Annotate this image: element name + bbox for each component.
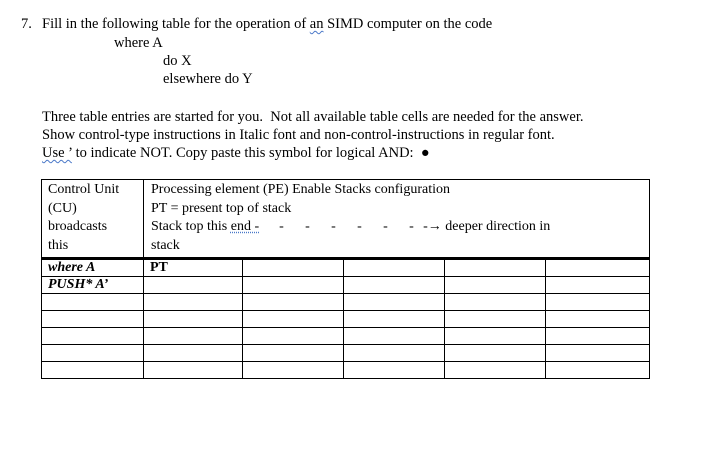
question-text-an: an xyxy=(309,16,324,32)
header-cu-text: broadcasts xyxy=(48,219,108,235)
header-pe-dash: - xyxy=(305,219,310,235)
header-pe-cell xyxy=(144,180,650,259)
header-pe-end: end - xyxy=(230,219,260,235)
header-cu-text: Control Unit xyxy=(48,182,120,197)
header-cu-text: (CU) xyxy=(48,200,77,216)
cu-cell[interactable] xyxy=(42,311,144,328)
pe-cell[interactable] xyxy=(144,294,243,311)
header-pe-stack: stack xyxy=(151,237,180,253)
pe-cell[interactable] xyxy=(144,362,243,379)
pe-cell[interactable] xyxy=(546,362,650,379)
header-pe-text: Stack top this xyxy=(151,219,231,235)
pe-cell[interactable] xyxy=(546,259,650,277)
table-row xyxy=(42,328,650,345)
pe-cell[interactable] xyxy=(243,277,344,294)
instruction-line-2: Show control-type instructions in Italic font and non-control-instructions in regular font. xyxy=(42,127,555,143)
answer-table xyxy=(41,179,649,379)
pe-cell[interactable] xyxy=(445,259,546,277)
pe-cell[interactable] xyxy=(243,294,344,311)
pe-cell[interactable] xyxy=(243,362,344,379)
header-pe-arrow: -→ deeper direction in xyxy=(423,219,551,235)
code-line-do: do X xyxy=(163,53,192,69)
table-row xyxy=(42,311,650,328)
cu-cell[interactable]: where A xyxy=(42,259,144,277)
header-pe-dash: - xyxy=(357,219,362,235)
cu-cell[interactable] xyxy=(42,294,144,311)
pe-cell[interactable] xyxy=(344,362,445,379)
header-pe-title: Processing element (PE) Enable Stacks configuration xyxy=(151,182,450,197)
header-pe-dash: - xyxy=(409,219,414,235)
pe-cell[interactable] xyxy=(546,328,650,345)
pe-cell[interactable] xyxy=(445,311,546,328)
pe-cell[interactable] xyxy=(445,362,546,379)
code-line-where: where A xyxy=(114,35,163,51)
table-row xyxy=(42,362,650,379)
pe-cell[interactable] xyxy=(243,311,344,328)
pe-cell[interactable] xyxy=(144,345,243,362)
instruction-use: Use ’ xyxy=(42,145,72,161)
question-text xyxy=(42,15,492,33)
header-pe-pt: PT = present top of stack xyxy=(151,200,292,216)
pe-cell[interactable] xyxy=(546,345,650,362)
table-header-row xyxy=(42,180,650,259)
header-pe-direction xyxy=(151,218,649,237)
pe-cell[interactable] xyxy=(344,277,445,294)
pe-cell[interactable] xyxy=(445,345,546,362)
question-text-part: Fill in the following table for the operation of xyxy=(42,16,310,32)
pe-cell[interactable] xyxy=(546,277,650,294)
header-cu-text: this xyxy=(48,237,69,253)
pe-cell[interactable] xyxy=(144,277,243,294)
question-number: 7. xyxy=(21,16,32,32)
instruction-line-3 xyxy=(42,144,430,162)
code-line-elsewhere: elsewhere do Y xyxy=(163,71,253,87)
pe-cell[interactable] xyxy=(445,328,546,345)
table-row xyxy=(42,259,650,277)
header-cu-cell xyxy=(42,180,144,259)
pe-cell[interactable] xyxy=(546,294,650,311)
pe-cell[interactable] xyxy=(344,311,445,328)
instruction-line-1: Three table entries are started for you. Not all available table cells are needed for the answer. xyxy=(42,109,584,125)
cu-cell[interactable] xyxy=(42,362,144,379)
pe-cell[interactable] xyxy=(344,345,445,362)
table-row xyxy=(42,294,650,311)
pe-cell[interactable] xyxy=(144,311,243,328)
header-pe-dash: - xyxy=(279,219,284,235)
instruction-rest: to indicate NOT. Copy paste this symbol for logical AND: ● xyxy=(71,145,430,161)
question-text-part: SIMD computer on the code xyxy=(323,16,493,32)
header-pe-dash: - xyxy=(383,219,388,235)
pe-cell[interactable] xyxy=(445,277,546,294)
pe-cell[interactable] xyxy=(243,345,344,362)
pe-cell[interactable] xyxy=(546,311,650,328)
table-row xyxy=(42,345,650,362)
pe-cell[interactable] xyxy=(344,294,445,311)
pe-cell[interactable] xyxy=(144,328,243,345)
pe-cell[interactable] xyxy=(243,259,344,277)
table-row xyxy=(42,277,650,294)
cu-cell[interactable]: PUSH* A’ xyxy=(42,277,144,294)
pe-cell[interactable] xyxy=(445,294,546,311)
pe-cell[interactable] xyxy=(344,328,445,345)
pe-cell[interactable] xyxy=(344,259,445,277)
cu-cell[interactable] xyxy=(42,328,144,345)
cu-cell[interactable] xyxy=(42,345,144,362)
pe-cell[interactable] xyxy=(243,328,344,345)
pe-cell[interactable]: PT xyxy=(144,259,243,277)
header-pe-dash: - xyxy=(331,219,336,235)
